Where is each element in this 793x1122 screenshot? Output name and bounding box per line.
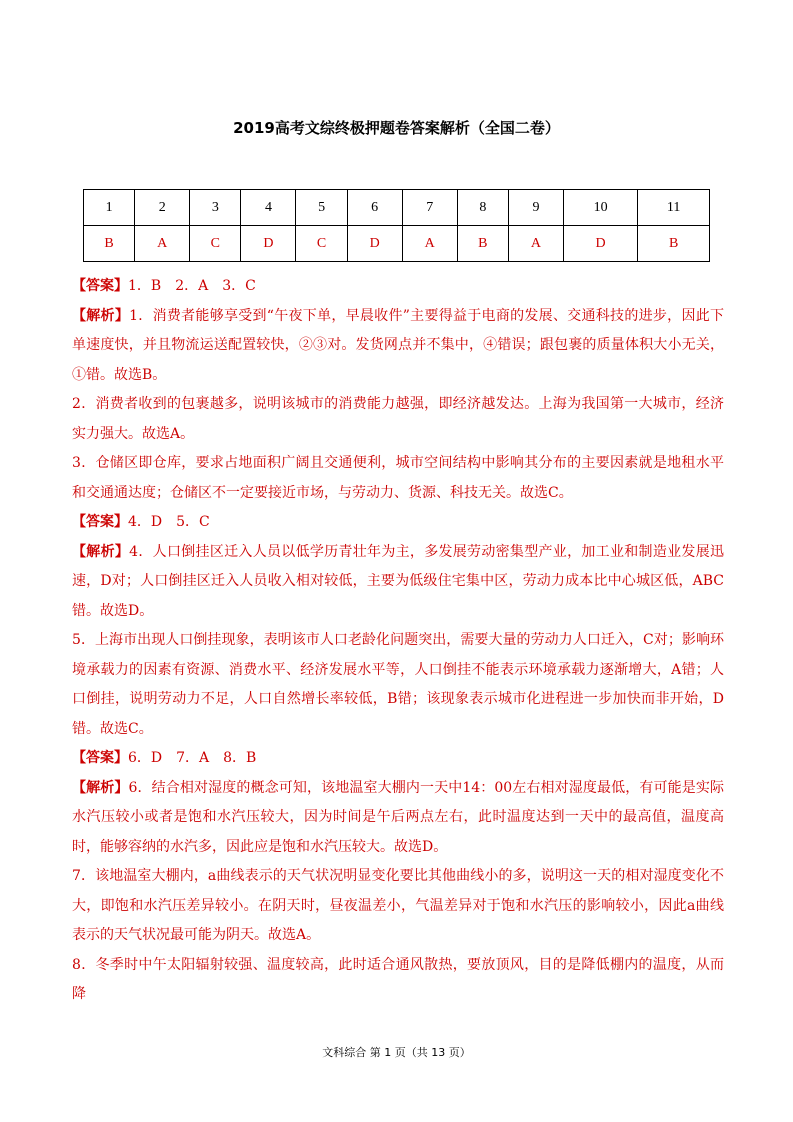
paragraph <box>72 390 724 449</box>
answer-table-letter-cell: B <box>457 226 508 262</box>
answer-table-letter-cell: D <box>241 226 296 262</box>
paragraph <box>72 538 724 627</box>
paragraph-text: 7．该地温室大棚内，a曲线表示的天气状况明显变化要比其他曲线小的多，说明这一天的相对湿度变化不大，即饱和水汽压差异较小。在阴天时，昼夜温差小，气温差异对于饱和水汽压的影响较小，因此a曲线表示的天气状况最可能为阴天。故选A。 <box>72 868 724 943</box>
answer-table-letter-cell: B <box>638 226 710 262</box>
paragraph <box>72 449 724 508</box>
paragraph-text: 1．消费者能够享受到“午夜下单，早晨收件”主要得益于电商的发展、交通科技的进步，因此下单速度快，并且物流运送配置较快，②③对。发货网点并不集中，④错误；跟包裹的质量体积大小无关，①错。故选B。 <box>72 307 724 383</box>
paragraph <box>72 508 724 538</box>
answer-table-number-cell: 2 <box>135 190 190 226</box>
answer-table <box>83 189 710 262</box>
answer-table-number-cell: 5 <box>296 190 347 226</box>
answer-table-letter-row <box>84 226 710 262</box>
answer-table-number-cell: 11 <box>638 190 710 226</box>
answer-table-number-cell: 3 <box>190 190 241 226</box>
answer-table-letter-cell: A <box>135 226 190 262</box>
page-title: 2019高考文综终极押题卷答案解析（全国二卷） <box>233 119 560 137</box>
paragraph-tag: 【解析】 <box>72 779 129 796</box>
paragraph-tag: 【答案】 <box>72 278 128 294</box>
paragraph-text: 6．D 7．A 8．B <box>128 750 257 766</box>
paragraph <box>72 744 724 774</box>
answer-table-number-cell: 10 <box>563 190 637 226</box>
paragraph-text: 1．B 2．A 3．C <box>128 278 256 294</box>
answer-table-letter-cell: A <box>508 226 563 262</box>
paragraph-tag: 【答案】 <box>72 750 128 766</box>
answer-table-number-cell: 9 <box>508 190 563 226</box>
paragraph-tag: 【答案】 <box>72 514 128 530</box>
paragraph <box>72 302 724 391</box>
answer-table-letter-cell: D <box>347 226 402 262</box>
paragraph <box>72 626 724 744</box>
paragraph-text: 4．人口倒挂区迁入人员以低学历青壮年为主，多发展劳动密集型产业，加工业和制造业发展迅速，D对；人口倒挂区迁入人员收入相对较低，主要为低级住宅集中区，劳动力成本比中心城区低，ABC错。故选D。 <box>72 543 725 619</box>
answer-table-letter-cell: A <box>402 226 457 262</box>
paragraph <box>72 951 724 1010</box>
answer-table-number-row <box>84 190 710 226</box>
paragraph <box>72 862 724 951</box>
answer-table-number-cell: 8 <box>457 190 508 226</box>
answer-table-letter-cell: D <box>563 226 637 262</box>
answer-table-number-cell: 1 <box>84 190 135 226</box>
answer-table-number-cell: 4 <box>241 190 296 226</box>
paragraph <box>72 774 724 863</box>
paragraph-tag: 【解析】 <box>72 307 130 324</box>
answer-explanations <box>72 272 724 1010</box>
paragraph-text: 5．上海市出现人口倒挂现象，表明该市人口老龄化问题突出，需要大量的劳动力人口迁入，C对；影响环境承载力的因素有资源、消费水平、经济发展水平等，人口倒挂不能表示环境承载力逐渐增大，A错；人口倒挂，说明劳动力不足，人口自然增长率较低，B错；该现象表示城市化进程进一步加快而非开始，D错。故选C。 <box>72 632 724 737</box>
paragraph-text: 8．冬季时中午太阳辐射较强、温度较高，此时适合通风散热，要放顶风，目的是降低棚内的温度，从而降 <box>72 956 724 1002</box>
answer-table-number-cell: 6 <box>347 190 402 226</box>
paragraph-tag: 【解析】 <box>72 543 130 560</box>
answer-table-letter-cell: C <box>296 226 347 262</box>
paragraph-text: 2．消费者收到的包裹越多，说明该城市的消费能力越强，即经济越发达。上海为我国第一大城市，经济实力强大。故选A。 <box>72 396 724 442</box>
paragraph <box>72 272 724 302</box>
paragraph-text: 3．仓储区即仓库，要求占地面积广阔且交通便利，城市空间结构中影响其分布的主要因素就是地租水平和交通通达度；仓储区不一定要接近市场，与劳动力、货源、科技无关。故选C。 <box>72 455 724 501</box>
paragraph-text: 6．结合相对湿度的概念可知，该地温室大棚内一天中14：00左右相对湿度最低，有可能是实际水汽压较小或者是饱和水汽压较大，因为时间是午后两点左右，此时温度达到一天中的最高值，温度高时，能够容纳的水汽多，因此应是饱和水汽压较大。故选D。 <box>72 779 725 855</box>
page-footer: 文科综合 第 1 页（共 13 页） <box>322 1046 471 1059</box>
answer-table-letter-cell: C <box>190 226 241 262</box>
answer-table-letter-cell: B <box>84 226 135 262</box>
paragraph-text: 4．D 5．C <box>128 514 210 530</box>
answer-table-number-cell: 7 <box>402 190 457 226</box>
